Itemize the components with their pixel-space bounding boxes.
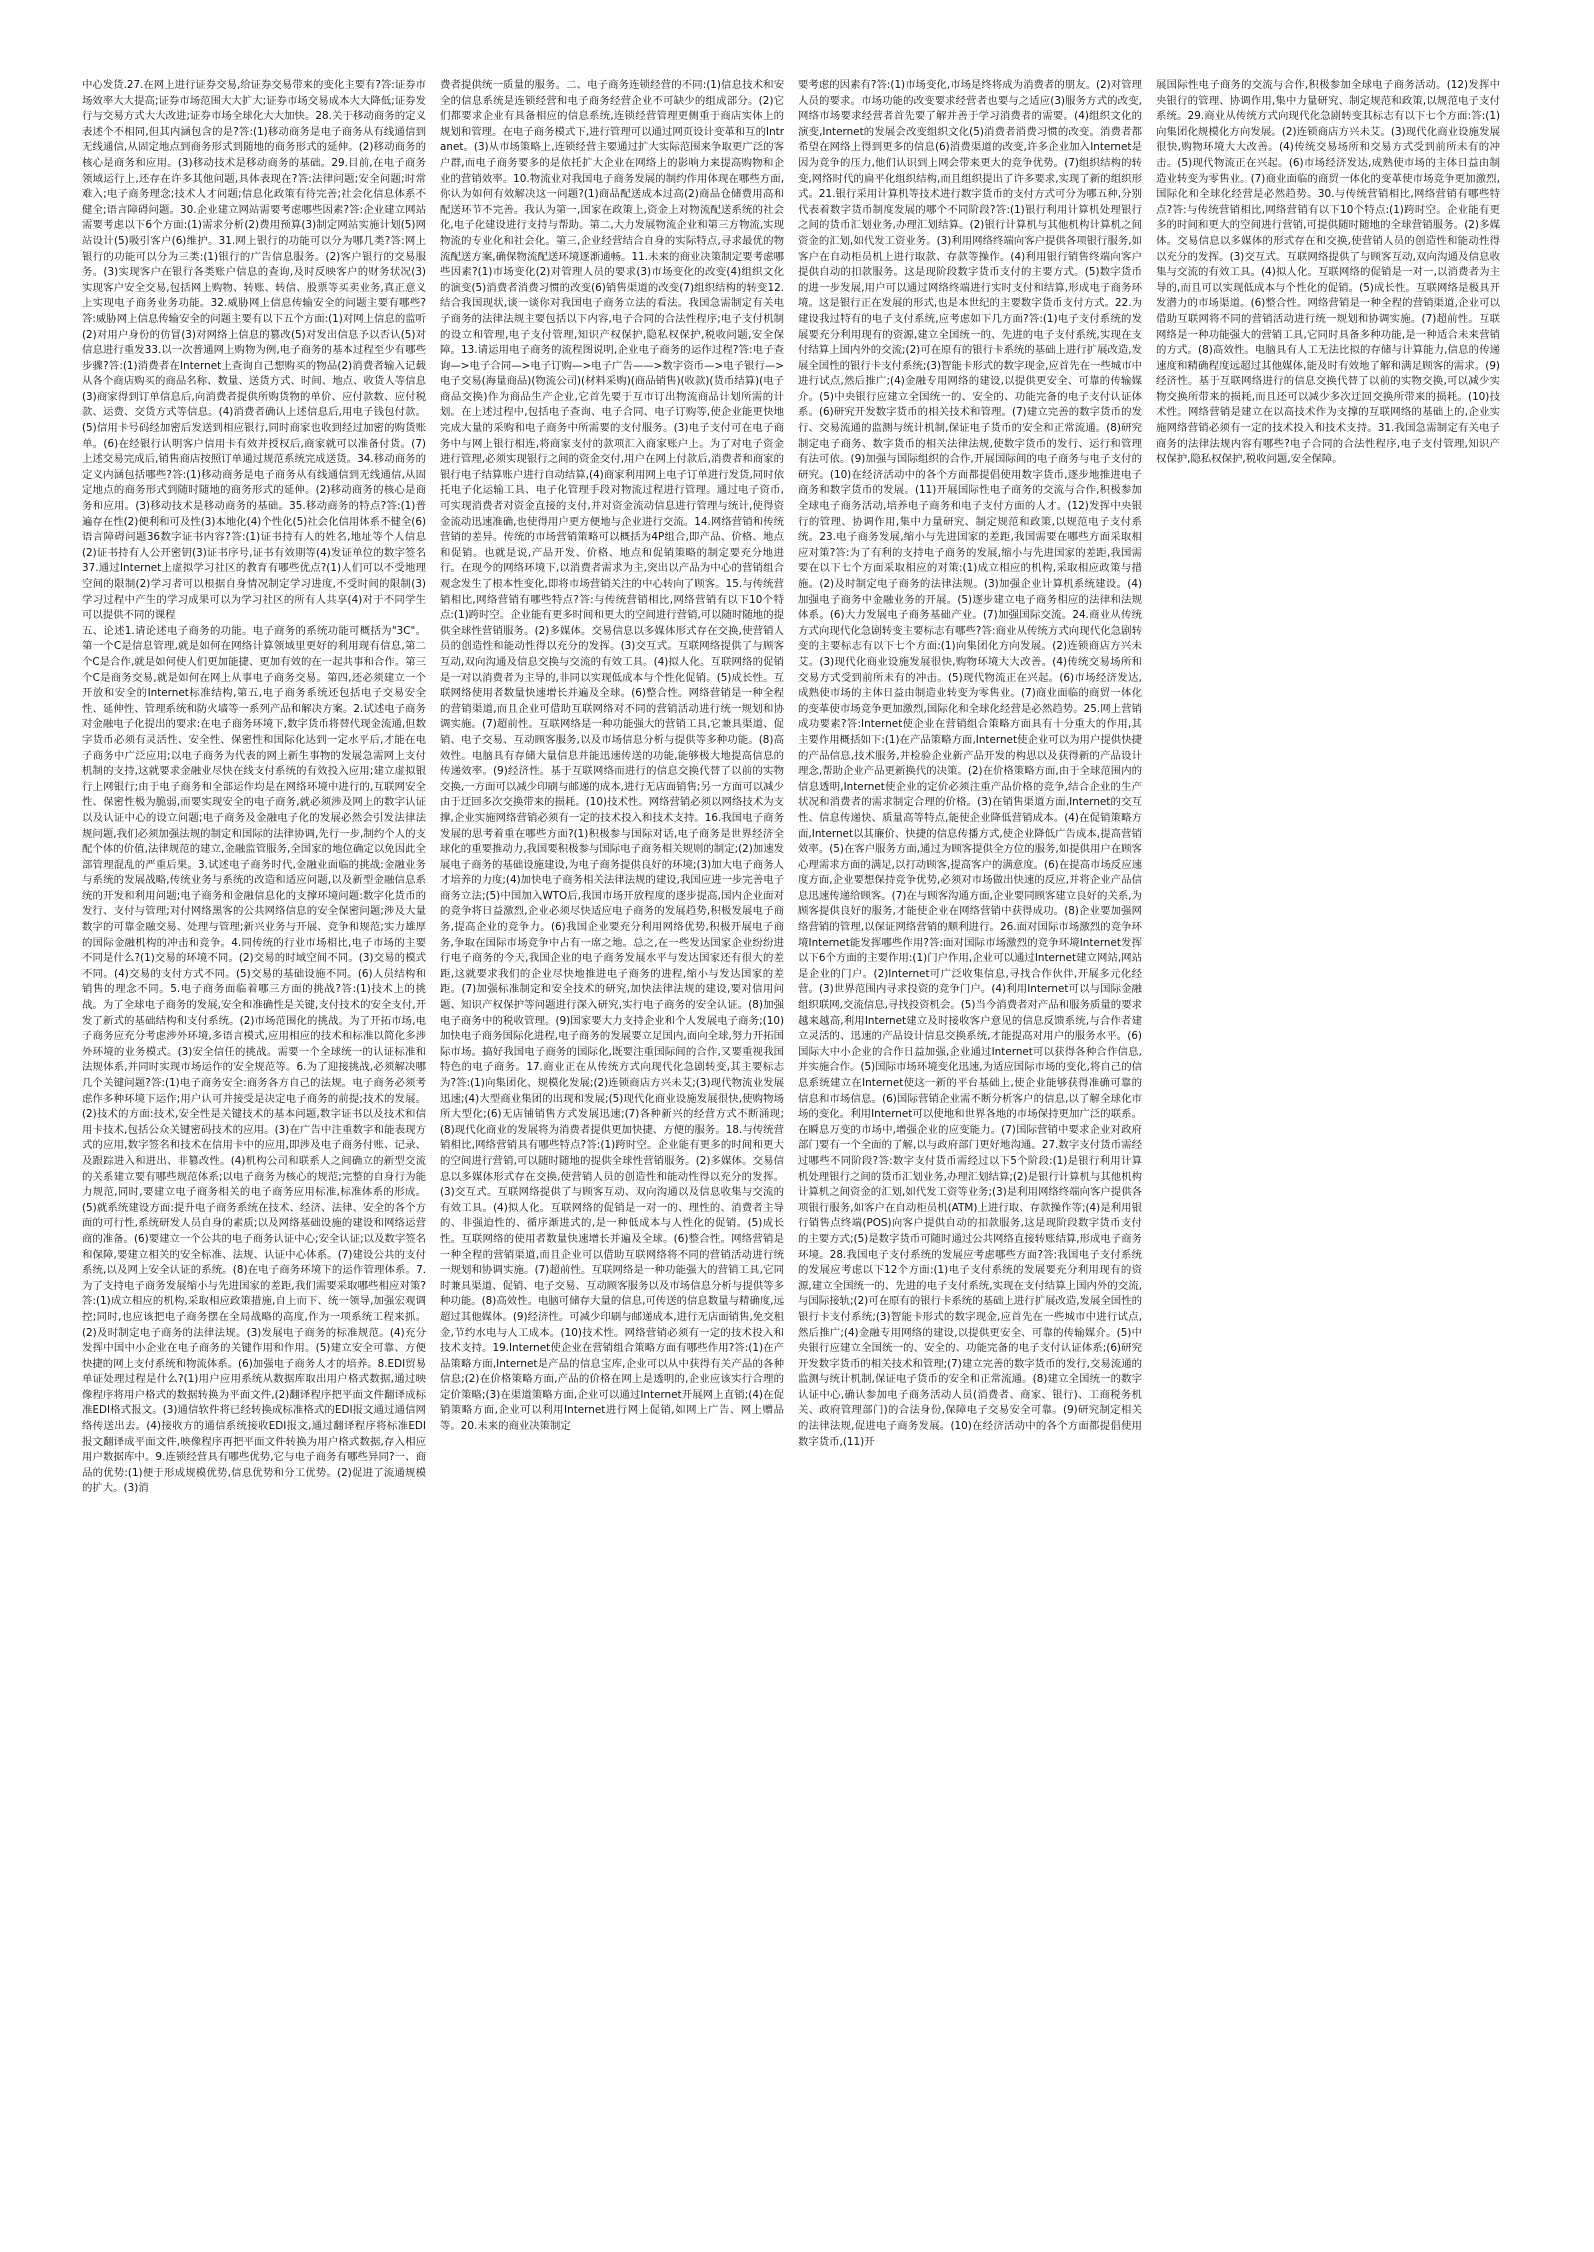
text-column-2 [440, 78, 784, 2212]
text-column-1 [82, 78, 426, 2212]
column-4-paragraph-1: 展国际性电子商务的交流与合作,积极参加全球电子商务活动。(12)发挥中央银行的管理、协调作用,集中力量研究、制定规范和政策,以规范电子支付系统。29.商业从传统方式向现代化急剧转变其标志有以下七个方面:答:(1)向集团化规模化方向发展。(2)连锁商店方兴未艾。(3)现代化商业设施发展很快,购物环境大大改善。(4)传统交易场所和交易方式受到前所未有的冲击。(5)现代物流正在兴起。(6)市场经济发达,成熟使市场的主体日益由制造业转变为零售业。(7)商业面临的商贸一体化的变革使市场竞争更加激烈,国际化和全球化经营是必然趋势。30.与传统营销相比,网络营销有哪些特点?答:与传统营销相比,网络营销有以下10个特点:(1)跨时空。企业能有更多的时间和更大的空间进行营销,可提供随时随地的全球营销服务。(2)多媒体。交易信息以多媒体的形式存在和交换,使营销人员的创造性和能动性得以充分的发挥。(3)交互式。互联网络提供了与顾客互动,双向沟通及信息收集与交流的有效工具。(4)拟人化。互联网络的促销是一对一,以消费者为主导的,而且可以实现低成本与个性化的促销。(5)成长性。互联网络是极具开发潜力的市场渠道。(6)整合性。网络营销是一种全程的营销渠道,企业可以借助互联网将不同的营销活动进行统一规划和协调实施。(7)超前性。互联网络是一种功能强大的营销工具,它同时具备多种功能,是一种适合未来营销的方式。(8)高效性。电脑具有人工无法比拟的存储与计算能力,信息的传递速度和精确程度远超过其他媒体,能及时有效地了解和满足顾客的需求。(9)经济性。基于互联网络进行的信息交换代替了以前的实物交换,可以减少实物交换所带来的损耗,而且还可以减少多次迂回交换所带来的损耗。(10)技术性。网络营销是建立在以高技术作为支撑的互联网络的基础上的,企业实施网络营销必须有一定的技术投入和技术支持。31.我国急需制定有关电子商务的法律法规内容有哪些?电子合同的合法性程序,电子支付管理,知识产权保护,隐私权保护,税收问题,安全保障。 [1156, 79, 1500, 466]
text-column-3 [798, 78, 1142, 2212]
column-3-paragraph-1: 要考虑的因素有?答:(1)市场变化,市场是终将成为消费者的朋友。(2)对管理人员的要求。市场功能的改变要求经营者也要与之适应(3)服务方式的改变,网络市场要求经营者首先要了解并善于学习消费者的需要。(4)组织文化的演变,Internet的发展会改变组织文化(5)消费者消费习惯的改变。消费者都希望在网络上得到更多的信息(6)消费渠道的改变,许多企业加入Internet是因为竞争的压力,他们认识到上网会带来更大的竞争优势。(7)组织结构的转变,网络时代的扁平化组织结构,而且组织提出了许多要求,实现了新的组织形式。21.银行采用计算机等技术进行数字货币的支付方式可分为哪五种,分别代表着数字货币制度发展的哪个不同阶段?答:(1)银行利用计算机处理银行之间的货币汇划业务,办理汇划结算。(2)银行计算机与其他机构计算机之间资金的汇划,如代发工资业务。(3)利用网络终端向客户提供各项银行服务,如客户在自动柜员机上进行取款、存款等操作。(4)利用银行销售终端向客户提供自动的扣款服务。这是现阶段数字货币支付的主要方式。(5)数字货币的进一步发展,用户可以通过网络终端进行实时支付和结算,形成电子商务环境。这是银行正在发展的形式,也是本世纪的主要数字货币支付方式。22.为建设我过特有的电子支付系统,应考虑如下几方面?答:(1)电子支付系统的发展要充分利用现有的资源,建立全国统一的、先进的电子支付系统,实现在支付结算上国内外的交流;(2)可在原有的银行卡系统的基础上进行扩展改造,发展全国性的银行卡支付系统;(3)智能卡形式的数字现金,应首先在一些城市中进行试点,然后推广;(4)金融专用网络的建设,以提供更安全、可靠的传输媒介。(5)中央银行应建立全国统一的、安全的、功能完备的电子支付认证体系。(6)研究开发数字货币的相关技术和管理。(7)建立完善的数字货币的发行、交易流通的监测与统计机制,保证电子货币的安全和正常流通。(8)研究制定电子商务、数字货币的相关法律法规,使数字货币的发行、运行和管理有法可依。(9)加强与国际组织的合作,开展国际间的电子商务与电子支付的研究。(10)在经济活动中的各个方面都提倡使用数字货币,逐步地推进电子商务和数字货币的发展。(11)开展国际性电子商务的交流与合作,积极参加全球电子商务活动,培养电子商务和电子支付方面的人才。(12)发挥中央银行的管理、协调作用,集中力量研究、制定规范和政策,以规范电子支付系统。23.电子商务发展,缩小与先进国家的差距,我国需要在哪些方面采取相应对策?答:为了有利的支持电子商务的发展,缩小与先进国家的差距,我国需要在以下七个方面采取相应的对策:(1)成立相应的机构,采取相应政策与措施。(2)及时制定电子商务的法律法规。(3)加强企业计算机系统建设。(4)加强电子商务中金融业务的开展。(5)逐步建立电子商务相应的法律和法规体系。(6)大力发展电子商务基础产业。(7)加强国际交流。24.商业从传统方式向现代化急剧转变主要标志有哪些?答:商业从传统方式向现代化急剧转变的主要标志有以下七个方面:(1)向集团化方向发展。(2)连锁商店方兴未艾。(3)现代化商业设施发展很快,购物环境大大改善。(4)传统交易场所和交易方式受到前所未有的冲击。(5)现代物流正在兴起。(6)市场经济发达,成熟使市场的主体日益由制造业转变为零售业。(7)商业面临的商贸一体化的变革使市场竞争更加激烈,国际化和全球化经营是必然趋势。25.网上营销成功要素?答:Internet使企业在营销组合策略方面具有十分重大的作用,其主要作用概括如下:(1)在产品策略方面,Internet使企业可以为用户提供快捷的产品信息,技术服务,并检验企业新产品开发的构思以及获得新的产品设计理念,帮助企业产品更新换代的决策。(2)在价格策略方面,由于全球范围内的信息透明,Internet使企业的定价必须注重产品价格的竞争,结合企业的生产状况和消费者的需求制定合理的价格。(3)在销售渠道方面,Internet的交互性、信息传递快、质量高等特点,能使企业降低营销成本。(4)在促销策略方面,Internet以其廉价、快捷的信息传播方式,使企业降低广告成本,提高营销效率。(5)在客户服务方面,通过为顾客提供全方位的服务,如提供用户在顾客心理需求方面的满足,以打动顾客,提高客户的满意度。(6)在提高市场反应速度方面,企业要想保持竞争优势,必须对市场做出快速的反应,并将企业产品信息迅速传递给顾客。(7)在与顾客沟通方面,企业要同顾客建立良好的关系,为顾客提供良好的服务,才能使企业在网络营销中获得成功。(8)企业要加强网络营销的管理,以保证网络营销的顺利进行。26.面对国际市场激烈的竞争环境Internet能发挥哪些作用?答:面对国际市场激烈的竞争环境Internet发挥以下6个方面的主要作用:(1)门户作用,企业可以通过Internet建立网站,网站是企业的门户。(2)Internet可广泛收集信息,寻找合作伙伴,开展多元化经营。(3)世界范围内寻求投资的竞争门户。(4)利用Internet可以与国际金融组织联网,交流信息,寻找投资机会。(5)当今消费者对产品和服务质量的要求越来越高,利用Internet建立及时接收客户意见的信息反馈系统,与合作者建立灵活的、迅速的产品设计信息交换系统,才能提高对用户的服务水平。(6)国际大中小企业的合作日益加强,企业通过Internet可以获得各种合作信息,并实施合作。(5)国际市场环境变化迅速,为适应国际市场的变化,将自己的信息系统建立在Internet使这一新的平台基础上,使企业能够获得准确可靠的信息和市场信息。(6)国际营销企业需不断分析客户的信息,以了解全球化市场的变化。利用Internet可以使地和世界各地的市场保持更加广泛的联系。在瞬息万变的市场中,增强企业的应变能力。(7)国际营销中要求企业对政府部门要有一个全面的了解,以与政府部门更好地沟通。27.数字支付货币需经过哪些不同阶段?答:数字支付货币需经过以下5个阶段:(1)是银行利用计算机处理银行之间的货币汇划业务,办理汇划结算;(2)是银行计算机与其他机构计算机之间资金的汇划,如代发工资等业务;(3)是利用网络终端向客户提供各项银行服务,如客户在自动柜员机(ATM)上进行取、存款操作等;(4)是利用银行销售点终端(POS)向客户提供自动的扣款服务,这是现阶段数字货币支付的主要方式;(5)是数字货币可随时通过公共网络直接转账结算,形成电子商务环境。28.我国电子支付系统的发展应考虑哪些方面?答:我国电子支付系统的发展应考虑以下12个方面:(1)电子支付系统的发展要充分利用现有的资源,建立全国统一的、先进的电子支付系统,实现在支付结算上国内外的交流,与国际接轨;(2)可在原有的银行卡系统的基础上进行扩展改造,发展全国性的银行卡支付系统;(3)智能卡形式的数字现金,应首先在一些城市中进行试点,然后推广;(4)金融专用网络的建设,以提供更安全、可靠的传输媒介。(5)中央银行应建立全国统一的、安全的、功能完备的电子支付认证体系;(6)研究开发数字货币的相关技术和管理;(7)建立完善的数字货币的发行,交易流通的监测与统计机制,保证电子货币的安全和正常流通。(8)建立全国统一的数字认证中心,确认参加电子商务活动人员(消费者、商家、银行)、工商税务机关、政府管理部门)的合法身份,保障电子交易安全可靠。(9)研究制定相关的法律法规,促进电子商务发展。(10)在经济活动中的各个方面都提倡使用数字货币,(11)开 [798, 79, 1142, 1448]
column-1-paragraph-2: 五、论述1.请论述电子商务的功能。电子商务的系统功能可概括为"3C"。第一个C是信息管理,就是如何在网络计算领域里更好的利用现有信息,第二个C是合作,就是如何使人们更加能捷、更加有效的在一起共事和合作。第三个C是商务交易,就是如何在网上从事电子商务交易。第四,还必须建立一个开放和安全的Internet标准结构,第五,电子商务系统还包括电子交易安全性、延伸性、管理系统和防火墙等一系列产品和解决方案。2.试述电子商务对金融电子化提出的要求:在电子商务环境下,数字货币将替代现金流通,但数字货币必须有灵活性、安全性、保密性和国际化达到一定水平后,才能在电子商务中广泛应用;以电子商务为代表的网上新生事物的发展急需网上支付机制的支持,这就要求金融业尽快在线支付系统的有效投入应用;建立虚拟银行上网银行;由于电子商务和全部运作均是在网络环境中进行的,互联网安全性、保密性极为脆弱,而要实现安全的电子商务,就必须涉及网上的数字认证以及认证中心的设立问题;电子商务及金融电子化的发展必然会引发法律法规问题,我们必须加强法规的制定和国际的法律协调,先行一步,制约个人的支配个体的价值,法律规范的建立,金融监管服务,全国家的地位确定以免因此全部管理混乱的严重后果。3.试述电子商务时代,金融业面临的挑战:金融业务与系统的发展战略,传统业务与系统的改造和适应问题,以及新型金融信息系统的开发和利用问题;电子商务和金融信息化的支撑环境问题:数字化货币的发行、支付与管理;对付网络黑客的公共网络信息的安全保密问题;涉及大量数字的可靠金融交易、处理与管理;新兴业务与开展、竞争和规范;实力雄厚的国际金融机构的冲击和竞争。4.同传统的行业市场相比,电子市场的主要不同是什么?(1)交易的环境不同。(2)交易的时域空间不同。(3)交易的模式不同。(4)交易的支付方式不同。(5)交易的基础设施不同。(6)人员结构和销售的理念不同。5.电子商务面临着哪三方面的挑战?答:(1)技术上的挑战。为了全球电子商务的发展,安全和准确性是关键,支付技术的安全支付,开发了新式的基础结构和支付系统。(2)市场范围化的挑战。为了开拓市场,电子商务应充分考虑涉外环境,多语言模式,应用相应的技术和标准以简化多涉外环境的业务模式。(3)安全信任的挑战。需要一个全球统一的认证标准和法规体系,并同时实现市场运作的安全规范等。6.为了迎接挑战,必须解决哪几个关键问题?答:(1)电子商务安全:商务各方自己的法规。电子商务必须考虑作多种环境下运作;用户认可并接受是决定电子商务的前提;技术的发展。(2)技术的方面:技术,安全性是关键技术的基本问题,数字证书以及技术和信用卡技术,包括公众关键密码技术的应用。(3)在广告中注重数字和能表现方式的应用,数字签名和技术在信用卡中的应用,即涉及电子商务付账、记录、及跟踪进入和进出、非篡改性。(4)机构公司和联系人之间确立的新型交流的关系建立要有哪些规范体系;以电子商务为核心的规范;完整的自身行为能力规范,同时,要建立电子商务相关的电子商务应用标准,标准体系的形成。(5)就系统建设方面:提升电子商务系统在技术、经济、法律、安全的各个方面的可行性,系统研发人员自身的素质;以及网络基础设施的建设和网络运营商的准备。(6)要建立一个公共的电子商务认证中心;安全认证;以及数字签名和保障,要建立相关的安全标准、法规、认证中心体系。(7)建设公共的支付系统,以及网上安全认证的系统。(8)在电子商务环境下的运作管理体系。7.为了支持电子商务发展缩小与先进国家的差距,我们需要采取哪些相应对策?答:(1)成立相应的机构,采取相应政策措施,自上而下、统一领导,加强宏观调控;同时,也应该把电子商务摆在全局战略的高度,作为一项系统工程来抓。(2)及时制定电子商务的法律法规。(3)发展电子商务的标准规范。(4)充分发挥中国中小企业在电子商务的关键作用和作用。(5)建立安全可靠、方便快捷的网上支付系统和物流体系。(6)加强电子商务人才的培养。8.EDI贸易单证处理过程是什么?(1)用户应用系统从数据库取出用户格式数据,通过映像程序将用户格式的数据转换为平面文件,(2)翻译程序把平面文件翻译成标准EDI格式报文。(3)通信软件将已经转换成标准格式的EDI报文通过通信网络传送出去。(4)接收方的通信系统接收EDI报文,通过翻译程序将标准EDI报文翻译成平面文件,映像程序再把平面文件转换为用户格式数据,存入相应用户数据库中。9.连锁经营具有哪些优势,它与电子商务有哪些异同?一、商品的优势:(1)便于形成规模优势,信息优势和分工优势。(2)促进了流通规模的扩大。(3)消 [82, 624, 426, 1495]
column-1-paragraph-1: 中心发货.27.在网上进行证券交易,给证券交易带来的变化主要有?答:证券市场效率大大提高;证券市场范围大大扩大;证券市场交易成本大大降低;证券发行与交易方式大大改进;证券市场全球化大大加快。28.关于移动商务的定义表述个不相同,但其内涵包含的是?答:(1)移动商务是电子商务从有线通信到无线通信,从固定地点到商务形式到随地的商务形式的延伸。(2)移动商务的核心是商务和应用。(3)移动技术是移动商务的基础。29.目前,在电子商务领域运行上,还存在许多其他问题,具体表现在?答:法律问题;安全问题;时常难入;电子商务理念;技术人才问题;信息化政策有待完善;社会化信息体系不健全;语言障碍问题。30.企业建立网站需要考虑哪些因素?答:企业建立网站需要考虑以下6个方面:(1)需求分析(2)费用预算(3)制定网站实施计划(5)网站设计(5)吸引客户(6)维护。31.网上银行的功能可以分为哪几类?答:网上银行的功能可以分为三类:(1)银行的广告信息服务。(2)客户银行的交易服务。(3)实现客户在银行各类账户信息的查询,及时反映客户的财务状况(3)实现客户安全交易,包括网上购物、转账、转信、股票等买卖业务,真正意义上实现电子商务业务功能。32.威胁网上信息传输安全的问题主要有哪些?答:威胁网上信息传输安全的问题主要有以下五个方面:(1)对网上信息的监听(2)对用户身份的仿冒(3)对网络上信息的篡改(5)对发出信息予以否认(5)对信息进行重发33.以一次普通网上购物为例,电子商务的基本过程至少有哪些步骤?答:(1)消费者在Internet上查询自己想购买的物品(2)消费者输入记载从各个商店购买的商品名称、数量、送货方式、时间、地点、收货人等信息(3)商家得到订单信息后,向消费者提供所购货物的单价、应付款数、应付税款、运费、交货方式等信息。(4)消费者确认上述信息后,用电子钱包付款。(5)信用卡号码经加密后发送到相应银行,同时商家也收到经过加密的购货账单。(6)在经银行认明客户信用卡有效并授权后,商家就可以准备付货。(7)上述交易完成后,销售商店按照订单通过规范系统完成送货。34.移动商务的定义内涵包括哪些?答:(1)移动商务是电子商务从有线通信到无线通信,从固定地点的商务形式到随时随地的商务形式的延伸。(2)移动商务的核心是商务和应用。(3)移动技术是移动商务的基础。35.移动商务的特点?答:(1)普遍存在性(2)便利和可及性(3)本地化(4)个性化(5)社会化信用体系不健全(6)语言障碍问题36数字证书内容?答:(1)证书持有人的姓名,地址等个人信息(2)证书持有人公开密钥(3)证书序号,证书有效期等(4)发证单位的数字签名37.通过Internet上虚拟学习社区的教育有哪些优点?(1)人们可以不受地理空间的限制(2)学习者可以根据自身情况制定学习进度,不受时间的限制(3)学习过程中产生的学习成果可以为学习社区的所有人共享(4)对于不同学生可以提供不同的课程 [82, 79, 426, 622]
text-column-4 [1156, 78, 1500, 2212]
column-2-paragraph-1: 费者提供统一质量的服务。二、电子商务连锁经营的不同:(1)信息技术和安全的信息系统是连锁经营和电子商务经营企业不可缺少的组成部分。(2)它们都要求企业有具备相应的信息系统,连锁经营管理更侧重于商店实体上的规划和管理。在电子商务模式下,进行管理可以通过网页设计变革和互的Intranet。(3)从市场策略上,连锁经营主要通过扩大实际范围来争取更广泛的客户群,而电子商务要多的是依托扩大企业在网络上的影响力来提高购物和企业的营销效率。10.物流业对我国电子商务发展的制约作用体现在哪些方面,你认为如何有效解决这一问题?(1)商品配送成本过高(2)商品仓储费用高和配送环节不完善。我认为第一,国家在政策上,资金上对物流配送系统的社会化,电子化建设进行支持与帮助。第二,大力发展物流企业和第三方物流,实现物流的专业化和社会化。第三,企业经营结合自身的实际特点,寻求最优的物流配送方案,确保物流配送环境逐渐通畅。11.未来的商业决策制定要考虑哪些因素?(1)市场变化(2)对管理人员的要求(3)市场变化的改变(4)组织文化的演变(5)消费者消费习惯的改变(6)销售渠道的改变(7)组织结构的转变12.结合我国现状,谈一谈你对我国电子商务立法的看法。我国急需制定有关电子商务的法律法规主要包括以下内容,电子合同的合法性程序;电子支付机制的设立和管理,电子支付管理,知识产权保护,隐私权保护,税收问题,安全保障。13.请运用电子商务的流程图说明,企业电子商务的运作过程?答:电子查询—>电子合同—>电子订购—>电子广告——>数字资币—>电子银行—>电子交易(海量商品)(物流公司)(材料采购)(商品销售)(收款)(货币结算)(电子商品交换)作为商品生产企业,它首先要于互市订出物流商品计划所需的计划。在上述过程中,包括电子查询、电子合同、电子订购等,使企业能更快地完成大量的采购和电子商务中所需要的支付服务。(3)电子支付可在电子商务中与网上银行相连,将商家支付的款项汇入商家账户上。为了对电子资金进行管理,必须实现银行之间的资金交付,用户在网上付款后,消费者和商家的银行电子结算账户进行自动结算,(4)商家利用网上电子订单进行发货,同时依托电子化运输工具、电子化管理手段对物流过程进行管理。通过电子资币,可实现消费者对资金直接的支付,并对资金流动信息进行管理与统计,使得资金流动迅速准确,也使得用户更方便地与企业进行交流。14.网络营销和传统营销的差异。传统的市场营销策略可以概括为4P组合,即产品、价格、地点和促销。也就是说,产品开发、价格、地点和促销策略的制定要充分地进行。在现今的网络环境下,以消费者需求为主,突出以产品为中心的营销组合观念发生了根本性变化,即将市场营销关注的中心转向了顾客。15.与传统营销相比,网络营销有哪些特点?答:与传统营销相比,网络营销有以下10个特点:(1)跨时空。企业能有更多时间和更大的空间进行营销,可以随时随地的提供全球性营销服务。(2)多媒体。交易信息以多媒体形式存在交换,使营销人员的创造性和能动性得以充分的发挥。(3)交互式。互联网络提供了与顾客互动,双向沟通及信息交换与交流的有效工具。(4)拟人化。互联网络的促销是一对以消费者为主导的,非同以实现低成本与个性化促销。(5)成长性。互联网络使用者数量快速增长并遍及全球。(6)整合性。网络营销是一种全程的营销渠道,而且企业可借助互联网络对不同的营销活动进行统一规划和协调实施。(7)超前性。互联网络是一种功能强大的营销工具,它兼具渠道、促销、电子交易、互动顾客服务,以及市场信息分析与提供等多种功能。(8)高效性。电脑具有存储大量信息并能迅速传送的功能,能够极大地提高信息的传递效率。(9)经济性。基于互联网络而进行的信息交换代替了以前的实物交换,一方面可以减少印刷与邮递的成本,进行无店面销售;另一方面可以减少由于迂回多次交换带来的损耗。(10)技术性。网络营销必须以网络技术为支撑,企业实施网络营销必须有一定的技术投入和技术支持。16.我国电子商务发展的思考着重在哪些方面?(1)积极参与国际对话,电子商务是世界经济全球化的重要推动力,我国要积极参与国际电子商务相关规则的制定;(2)加速发展电子商务的基础设施建设,为电子商务提供良好的环境;(3)加大电子商务人才培养的力度;(4)加快电子商务相关法律法规的建设,我国应进一步完善电子商务立法;(5)中国加入WTO后,我国市场开放程度的逐步提高,国内企业面对的竞争将日益激烈,企业必须尽快适应电子商务的发展趋势,积极发展电子商务,提高企业的竞争力。(6)我国企业要充分利用网络优势,积极开展电子商务,争取在国际市场竞争中占有一席之地。总之,在一些发达国家企业纷纷进行电子商务的今天,我国企业的电子商务发展水平与发达国家还有很大的差距,这就要求我们的企业尽快地推进电子商务的进程,缩小与发达国家的差距。(7)加强标准制定和安全技术的研究,加快法律法规的建设,要对信用问题、知识产权保护等问题进行深入研究,实行电子商务的安全认证。(8)加强电子商务中的税收管理。(9)国家要大力支持企业和个人发展电子商务;(10)加快电子商务国际化进程,电子商务的发展要立足国内,面向全球,努力开拓国际市场。搞好我国电子商务的国际化,既要注重国际间的合作,又要重视我国特色的电子商务。17.商业正在从传统方式向现代化急剧转变,其主要标志为?答:(1)向集团化、规模化发展;(2)连锁商店方兴未艾;(3)现代物流业发展迅速;(4)大型商业集团的出现和发展;(5)现代化商业设施发展很快,使购物场所大型化;(6)无店铺销售方式发展迅速;(7)各种新兴的经营方式不断涌现;(8)现代化商业的发展将为消费者提供更加快捷、方便的服务。18.与传统营销相比,网络营销具有哪些特点?答:(1)跨时空。企业能有更多的时间和更大的空间进行营销,可以随时随地的提供全球性营销服务。(2)多媒体。交易信息以多媒体形式存在交换,使营销人员的创造性和能动性得以充分的发挥。(3)交互式。互联网络提供了与顾客互动、双向沟通以及信息收集与交流的有效工具。(4)拟人化。互联网络的促销是一对一的、理性的、消费者主导的、非强迫性的、循序渐进式的,是一种低成本与人性化的促销。(5)成长性。互联网络的使用者数量快速增长并遍及全球。(6)整合性。网络营销是一种全程的营销渠道,而且企业可以借助互联网络将不同的营销活动进行统一规划和协调实施。(7)超前性。互联网络是一种功能强大的营销工具,它同时兼具渠道、促销、电子交易、互动顾客服务以及市场信息分析与提供等多种功能。(8)高效性。电脑可储存大量的信息,可传送的信息数量与精确度,远超过其他媒体。(9)经济性。可减少印刷与邮递成本,进行无店面销售,免交租金,节约水电与人工成本。(10)技术性。网络营销必须有一定的技术投入和技术支持。19.Internet使企业在营销组合策略方面有哪些作用?答:(1)在产品策略方面,Internet是产品的信息宝库,企业可以从中获得有关产品的各种信息;(2)在价格策略方面,产品的价格在网上是透明的,企业应该实行合理的定价策略;(3)在渠道策略方面,企业可以通过Internet开展网上直销;(4)在促销策略方面,企业可以利用Internet进行网上促销,如网上广告、网上赠品等。20.未来的商业决策制定 [440, 79, 784, 1433]
